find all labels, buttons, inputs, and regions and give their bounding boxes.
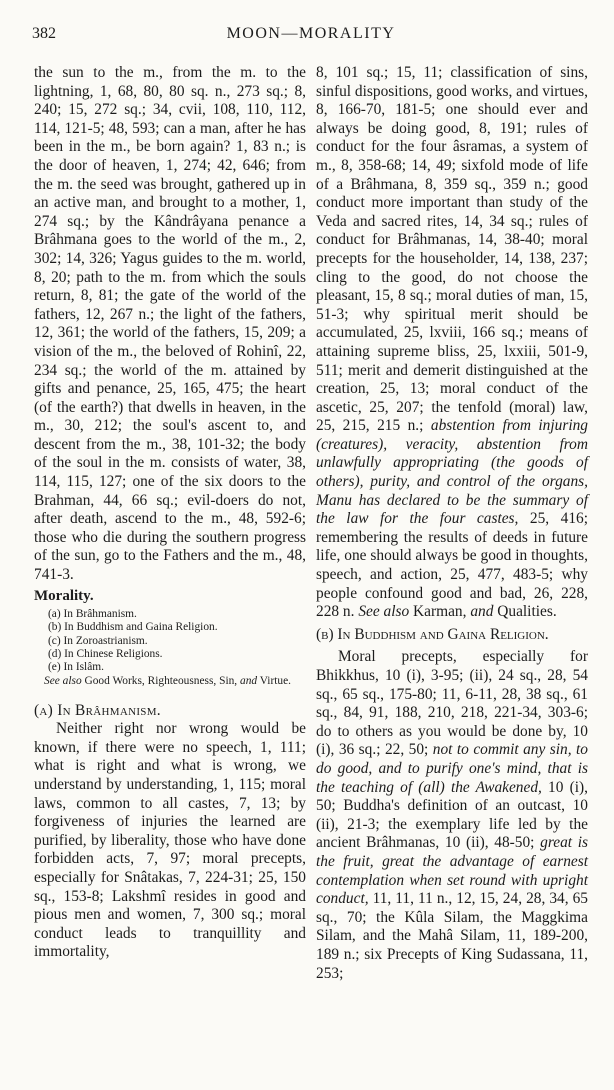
see-also-refs: Karman, xyxy=(409,603,471,621)
see-also-label: See also xyxy=(358,603,410,621)
see-also-and: and xyxy=(240,675,258,688)
left-column xyxy=(34,64,306,962)
see-also-label: See also xyxy=(44,675,82,688)
section-b-quote: great is the fruit, great the advantage of earnest contemplation when set round with upright conduct, xyxy=(316,834,589,908)
section-a-text-part: 25, 416; remembering the results of deeds in future life, one should always be good in thoughts, speech, and action, 25, 477, 483-5; why people confound good and bad, 26, 228, 228 n. xyxy=(316,510,588,621)
section-b-text xyxy=(316,648,588,983)
see-also-end: Qualities. xyxy=(493,603,557,621)
morality-subsection-list xyxy=(34,608,306,674)
subsection-item-e: (e) In Islâm. xyxy=(48,661,104,674)
morality-see-also xyxy=(34,675,306,688)
subsection-item-c: (c) In Zoroastrianism. xyxy=(48,634,148,647)
section-b-text-part: Moral precepts, especially for Bhikkhus, 10 (i), 3-95; (ii), 24 sq., 28, 54 sq., 65 sq., 175-80; 11, 6-11, 28, 38 sq., 61 sq., 84, 91, 188, 210, 218, 221-34, 303-6; do to others as you would be done by, 10 (i), 36 sq.; 22, 50; xyxy=(316,648,588,759)
subsection-item-d: (d) In Chinese Religions. xyxy=(48,647,163,660)
section-a-continuation xyxy=(316,64,588,622)
section-a-quote: abstention from injuring (creatures), veracity, abstention from unlawfully appropriating (the goods of others), purity, and control of the organs, Manu has declared to be the summary of the law for the four castes, xyxy=(316,417,588,528)
section-a-text: Neither right nor wrong would be known, if there were no speech, 1, 111; what is right and what is wrong, we understand by understanding, 1, 115; moral laws, common to all castes, 7, 13; by forgiveness of injuries the learned are purified, by liberality, those who have done forbidden acts, 7, 97; moral precepts, especially for Snâtakas, 7, 224-31; 25, 150 sq., 153-8; Lakshmî resides in good and pious men and women, 7, 300 sq.; moral conduct leads to tranquillity and immortality, xyxy=(34,720,306,961)
page-header xyxy=(30,25,592,47)
section-a-text-part: 8, 101 sq.; 15, 11; classification of sins, sinful dispositions, good works, and virtues, 8, 166-70, 181-5; one should ever and always be doing good, 8, 191; rules of conduct for the four âsramas, a system of m., 8, 358-68; 14, 49; sixfold mode of life of a Brâhmana, 8, 359 sq., 359 n.; good conduct more important than study of the Veda and sacred rites, 14, 34 sq.; rules of conduct for Brâhmanas, 14, 38-40; moral precepts for the householder, 14, 138, 237; cling to the good, do not choose the pleasant, 15, 8 sq.; moral duties of man, 15, 51-3; why spiritual merit should be accumulated, 25, lxviii, 166 sq.; means of attaining supreme bliss, 25, lxxiii, 501-9, 511; merit and demerit distinguished at the creation, 25, 13; moral conduct of the ascetic, 25, 207; the tenfold (moral) law, 25, 215, 215 n.; xyxy=(316,64,588,435)
see-also-end: Virtue. xyxy=(257,675,292,688)
morality-heading: Morality. xyxy=(34,587,94,604)
page-number: 382 xyxy=(32,25,56,42)
section-b-text-part: 11, 11, 11 n., 12, 15, 24, 28, 34, 65 sq., 70; the Kûla Silam, the Maggkima Silam, and the Mahâ Silam, 11, 189-200, 189 n.; six Precepts of King Sudassana, 11, 253; xyxy=(316,890,588,982)
section-a-heading: (a) In Brâhmanism. xyxy=(34,701,161,719)
see-also-refs: Good Works, Righteousness, Sin, xyxy=(81,675,241,688)
section-b-heading: (b) In Buddhism and Gaina Religion. xyxy=(316,625,549,643)
subsection-item-b: (b) In Buddhism and Gaina Religion. xyxy=(48,621,218,634)
subsection-item-a: (a) In Brâhmanism. xyxy=(48,608,137,621)
section-b-text-part: 10 (i), 50; Buddha's definition of an outcast, 10 (ii), 21-3; the exemplary life led by the ancient Brâhmanas, 10 (ii), 48-50; xyxy=(316,778,588,852)
section-b-quote: not to commit any sin, to do good, and to purify one's mind, that is the teaching of (all) the Awakened, xyxy=(316,741,588,796)
see-also-and: and xyxy=(470,603,494,621)
moon-entry-continuation: the sun to the m., from the m. to the lightning, 1, 68, 80, 80 sq. n., 273 sq.; 8, 240; 15, 272 sq.; 34, cvii, 108, 110, 112, 114, 121-5; 48, 593; can a man, after he has been in the m., be born again? 1, 83 n.; is the door of heaven, 1, 274; 42, 646; from the m. the seed was brought, gathered up in an active man, and brought to a mother, 1, 274 sq.; by the Kândrâyana penance a Brâhmana goes to the world of the m., 2, 302; 14, 326; Yagus guides to the m. world, 8, 20; path to the m. from which the souls return, 8, 81; the gate of the world of the fathers, 12, 267 n.; the light of the fathers, 12, 361; the world of the fathers, 15, 209; a vision of the m., the beloved of Rohinî, 22, 234 sq.; the world of the m. attained by gifts and penance, 25, 165, 475; the heart (of the earth?) that dwells in heaven, in the m., 30, 212; the soul's ascent to, and descent from the m., 38, 101-32; the body of the soul in the m. consists of water, 38, 114, 115, 127; one of the six doors to the Brahman, 44, 66 sq.; evil-doers do not, after death, ascend to the m., 48, 592-6; those who die during the southern progress of the sun, go to the Fathers and the m., 48, 741-3. xyxy=(34,64,306,584)
running-head: MOON—MORALITY xyxy=(226,25,396,42)
right-column xyxy=(316,64,588,983)
